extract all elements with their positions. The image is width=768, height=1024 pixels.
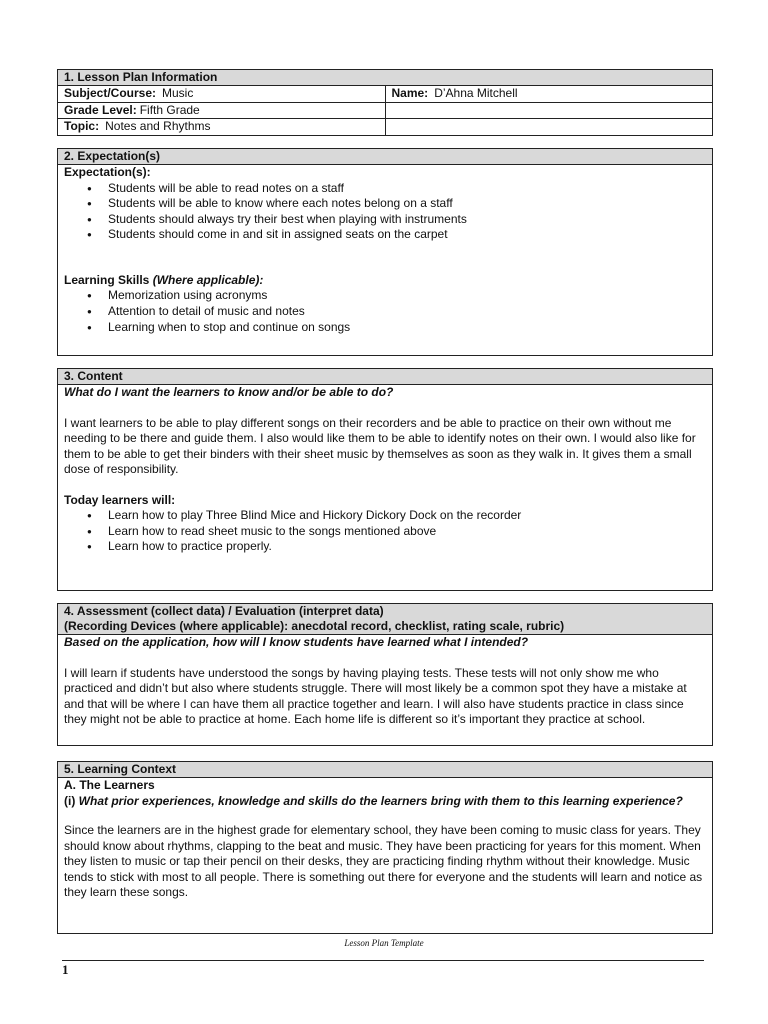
question-prefix: (i): [64, 793, 76, 808]
expectations-section: [57, 148, 713, 356]
learning-skills-heading: [58, 273, 712, 289]
lesson-plan-info-section: [57, 69, 713, 136]
name-value: D’Ahna Mitchell: [434, 86, 518, 100]
expectations-label: Expectation(s):: [64, 165, 151, 179]
grade-value: Fifth Grade: [139, 102, 200, 117]
assessment-section: [57, 603, 713, 746]
expectations-list: [58, 181, 712, 243]
subject-cell: [58, 86, 385, 102]
topic-value: Notes and Rhythms: [105, 119, 211, 133]
section-header: 1. Lesson Plan Information: [58, 70, 712, 86]
content-question: What do I want the learners to know and/or be able to do?: [64, 385, 394, 399]
list-item: ● Learn how to read sheet music to the songs mentioned above: [108, 524, 712, 540]
learning-skills-label: Learning Skills: [64, 272, 150, 287]
list-item: ● Students should always try their best when playing with instruments: [108, 212, 712, 228]
subject-label: Subject/Course:: [64, 86, 157, 100]
learning-skills-note: (Where applicable):: [152, 272, 264, 287]
topic-label: Topic:: [64, 119, 100, 133]
grade-cell: [58, 102, 385, 119]
section-header: [58, 604, 712, 635]
footer-divider: [62, 960, 704, 961]
list-item: ● Students should come in and sit in assigned seats on the carpet: [108, 227, 712, 243]
learners-subheading: A. The Learners: [64, 778, 155, 792]
learning-context-section: [57, 761, 713, 934]
list-item: ● Attention to detail of music and notes: [108, 304, 712, 320]
list-item: ● Learning when to stop and continue on songs: [108, 320, 712, 336]
grade-label: Grade Level:: [64, 102, 137, 117]
subject-value: Music: [162, 86, 194, 100]
list-item: ● Memorization using acronyms: [108, 288, 712, 304]
learners-question: [58, 794, 712, 810]
empty-cell: [385, 102, 712, 119]
name-label: Name:: [391, 86, 429, 100]
learners-paragraph: Since the learners are in the highest grade for elementary school, they have been coming to music class for years. They should know about rhythms, clapping to the beat and music. They have been practicing for years for this moment. When they listen to music or tap their pencil on their desks, they are practicing finding rhythm without their knowledge. Music tends to stick with most to all people. There is something out there for everyone and the students will learn and notice as they learn these songs.: [64, 823, 703, 899]
footer-caption: Lesson Plan Template: [344, 938, 424, 948]
list-item: ● Learn how to practice properly.: [108, 539, 712, 555]
list-item: ● Learn how to play Three Blind Mice and Hickory Dickory Dock on the recorder: [108, 508, 712, 524]
content-section: [57, 368, 713, 591]
list-item: ● Students will be able to read notes on a staff: [108, 181, 712, 197]
list-item: ● Students will be able to know where each notes belong on a staff: [108, 196, 712, 212]
name-cell: [385, 86, 712, 102]
lesson-info-table: [58, 86, 712, 135]
section-header: 2. Expectation(s): [58, 149, 712, 165]
assessment-header-line2: (Recording Devices (where applicable): anecdotal record, checklist, rating scale, rubric): [64, 619, 565, 633]
section-header: 5. Learning Context: [58, 762, 712, 778]
assessment-question: Based on the application, how will I know students have learned what I intended?: [64, 635, 529, 649]
question-text: What prior experiences, knowledge and skills do the learners bring with them to this learning experience?: [78, 793, 683, 808]
today-label: Today learners will:: [64, 492, 176, 507]
content-paragraph: I want learners to be able to play different songs on their recorders and be able to practice on their own without me needing to be there and guide them. I also would like them to be able to identify notes on their own. I would also like for them to be able to get their binders with their sheet music by themselves as soon as they walk in. It gives them a small dose of responsibility.: [64, 415, 696, 476]
assessment-paragraph: I will learn if students have understood the songs by having playing tests. These tests will not only show me who practiced and didn’t but also where students struggle. There will most likely be a common spot they have a mistake at and that will be where I can have them all practice together and learn. I will also have students practice in class since they might not be able to practice at home. Each home life is different so it’s important they practice at school.: [64, 665, 687, 726]
today-list: [58, 508, 712, 555]
assessment-header-line1: 4. Assessment (collect data) / Evaluation (interpret data): [64, 604, 384, 618]
page-number: 1: [62, 962, 69, 977]
empty-cell: [385, 119, 712, 135]
topic-cell: [58, 119, 385, 135]
learning-skills-list: [58, 288, 712, 335]
section-header: 3. Content: [58, 369, 712, 385]
